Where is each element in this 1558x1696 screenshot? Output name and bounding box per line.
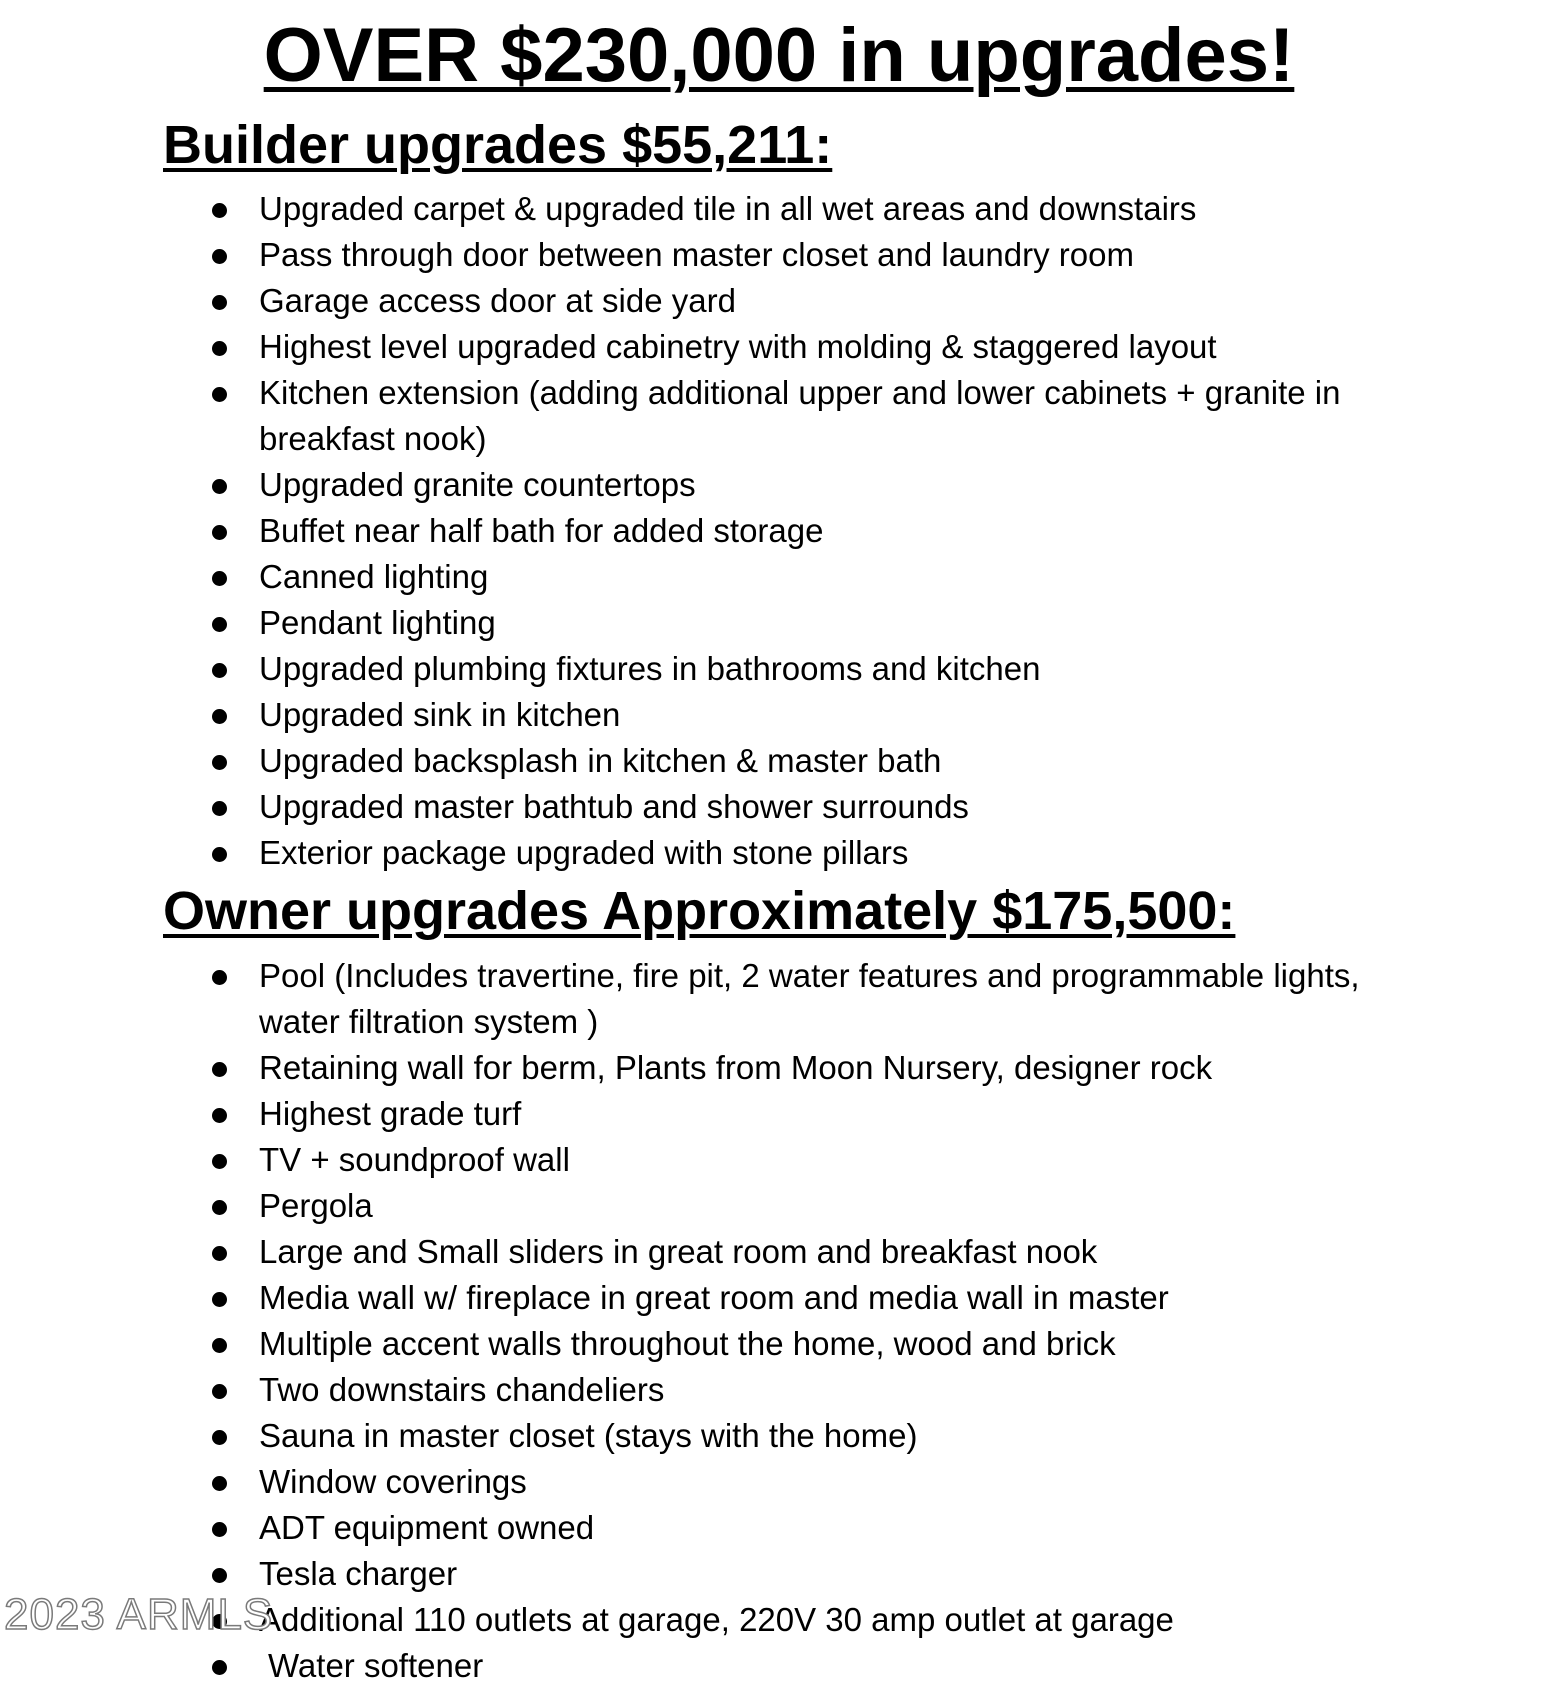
list-item-text: Exterior package upgraded with stone pillars bbox=[259, 834, 909, 871]
list-item bbox=[0, 1183, 1558, 1229]
list-item bbox=[0, 1229, 1558, 1275]
list-item bbox=[0, 1137, 1558, 1183]
list-item bbox=[0, 1505, 1558, 1551]
list-item-text: Pass through door between master closet and laundry room bbox=[259, 236, 1134, 273]
list-item-text: Window coverings bbox=[259, 1463, 527, 1500]
list-item-text: Pergola bbox=[259, 1187, 373, 1224]
list-item-text: Upgraded master bathtub and shower surrounds bbox=[259, 788, 969, 825]
list-item bbox=[0, 953, 1558, 1045]
bullet-icon bbox=[212, 801, 227, 816]
list-item-text: Large and Small sliders in great room and breakfast nook bbox=[259, 1233, 1098, 1270]
list-item bbox=[0, 1367, 1558, 1413]
bullet-icon bbox=[212, 709, 227, 724]
list-item-text: Canned lighting bbox=[259, 558, 489, 595]
bullet-icon bbox=[212, 1292, 227, 1307]
list-item-text: Highest grade turf bbox=[259, 1095, 522, 1132]
list-item-text: Pendant lighting bbox=[259, 604, 496, 641]
bullet-icon bbox=[212, 1614, 227, 1629]
list-item bbox=[0, 830, 1558, 876]
bullet-icon bbox=[212, 1660, 227, 1675]
bullet-icon bbox=[212, 1568, 227, 1583]
list-item bbox=[0, 370, 1558, 462]
list-item bbox=[0, 1597, 1558, 1643]
list-item-text: Sauna in master closet (stays with the home) bbox=[259, 1417, 918, 1454]
list-item-text: Upgraded carpet & upgraded tile in all wet areas and downstairs bbox=[259, 190, 1197, 227]
list-item bbox=[0, 554, 1558, 600]
bullet-icon bbox=[212, 1430, 227, 1445]
bullet-icon bbox=[212, 341, 227, 356]
list-item-text: Upgraded plumbing fixtures in bathrooms and kitchen bbox=[259, 650, 1041, 687]
bullet-icon bbox=[212, 479, 227, 494]
list-item bbox=[0, 1045, 1558, 1091]
bullet-icon bbox=[212, 1384, 227, 1399]
owner-upgrades-list bbox=[0, 953, 1558, 1689]
list-item-text: Water softener bbox=[268, 1647, 484, 1684]
list-item bbox=[0, 462, 1558, 508]
bullet-icon bbox=[212, 1476, 227, 1491]
list-item-text: Additional 110 outlets at garage, 220V 30 amp outlet at garage bbox=[259, 1601, 1174, 1638]
bullet-icon bbox=[212, 617, 227, 632]
list-item bbox=[0, 1275, 1558, 1321]
bullet-icon bbox=[212, 1246, 227, 1261]
builder-upgrades-heading: Builder upgrades $55,211: bbox=[163, 115, 833, 175]
builder-upgrades-list bbox=[0, 186, 1558, 876]
list-item bbox=[0, 600, 1558, 646]
list-item bbox=[0, 278, 1558, 324]
bullet-icon bbox=[212, 571, 227, 586]
bullet-icon bbox=[212, 1154, 227, 1169]
bullet-icon bbox=[212, 203, 227, 218]
list-item-text: Kitchen extension (adding additional upper and lower cabinets + granite in breakfast nook) bbox=[259, 374, 1341, 457]
list-item-text: Upgraded granite countertops bbox=[259, 466, 696, 503]
bullet-icon bbox=[212, 663, 227, 678]
owner-upgrades-heading: Owner upgrades Approximately $175,500: bbox=[163, 881, 1236, 941]
bullet-icon bbox=[212, 249, 227, 264]
bullet-icon bbox=[212, 1108, 227, 1123]
list-item bbox=[0, 646, 1558, 692]
list-item-text: Buffet near half bath for added storage bbox=[259, 512, 824, 549]
bullet-icon bbox=[212, 387, 227, 402]
list-item-text: Media wall w/ fireplace in great room and media wall in master bbox=[259, 1279, 1169, 1316]
list-item bbox=[0, 784, 1558, 830]
page-title: OVER $230,000 in upgrades! bbox=[263, 13, 1295, 98]
bullet-icon bbox=[212, 1522, 227, 1537]
list-item-text: Upgraded sink in kitchen bbox=[259, 696, 621, 733]
bullet-icon bbox=[212, 525, 227, 540]
list-item bbox=[0, 1551, 1558, 1597]
list-item bbox=[0, 692, 1558, 738]
bullet-icon bbox=[212, 1338, 227, 1353]
list-item bbox=[0, 1459, 1558, 1505]
list-item bbox=[0, 1321, 1558, 1367]
list-item-text: Garage access door at side yard bbox=[259, 282, 736, 319]
copyright-watermark: 2023 ARMLS bbox=[4, 1590, 274, 1639]
list-item bbox=[0, 1643, 1558, 1689]
list-item bbox=[0, 324, 1558, 370]
list-item bbox=[0, 186, 1558, 232]
list-item-text: ADT equipment owned bbox=[259, 1509, 595, 1546]
list-item-text: Upgraded backsplash in kitchen & master bath bbox=[259, 742, 942, 779]
list-item-text: Pool (Includes travertine, fire pit, 2 water features and programmable lights, water filtration system ) bbox=[259, 957, 1360, 1040]
list-item-text: Highest level upgraded cabinetry with molding & staggered layout bbox=[259, 328, 1217, 365]
bullet-icon bbox=[212, 847, 227, 862]
list-item bbox=[0, 1413, 1558, 1459]
list-item bbox=[0, 232, 1558, 278]
list-item-text: Retaining wall for berm, Plants from Moon Nursery, designer rock bbox=[259, 1049, 1213, 1086]
list-item-text: TV + soundproof wall bbox=[259, 1141, 570, 1178]
list-item bbox=[0, 508, 1558, 554]
bullet-icon bbox=[212, 970, 227, 985]
list-item-text: Two downstairs chandeliers bbox=[259, 1371, 665, 1408]
list-item bbox=[0, 738, 1558, 784]
list-item bbox=[0, 1091, 1558, 1137]
list-item-text: Tesla charger bbox=[259, 1555, 458, 1592]
list-item-text: Multiple accent walls throughout the home, wood and brick bbox=[259, 1325, 1116, 1362]
bullet-icon bbox=[212, 1200, 227, 1215]
bullet-icon bbox=[212, 755, 227, 770]
bullet-icon bbox=[212, 295, 227, 310]
bullet-icon bbox=[212, 1062, 227, 1077]
